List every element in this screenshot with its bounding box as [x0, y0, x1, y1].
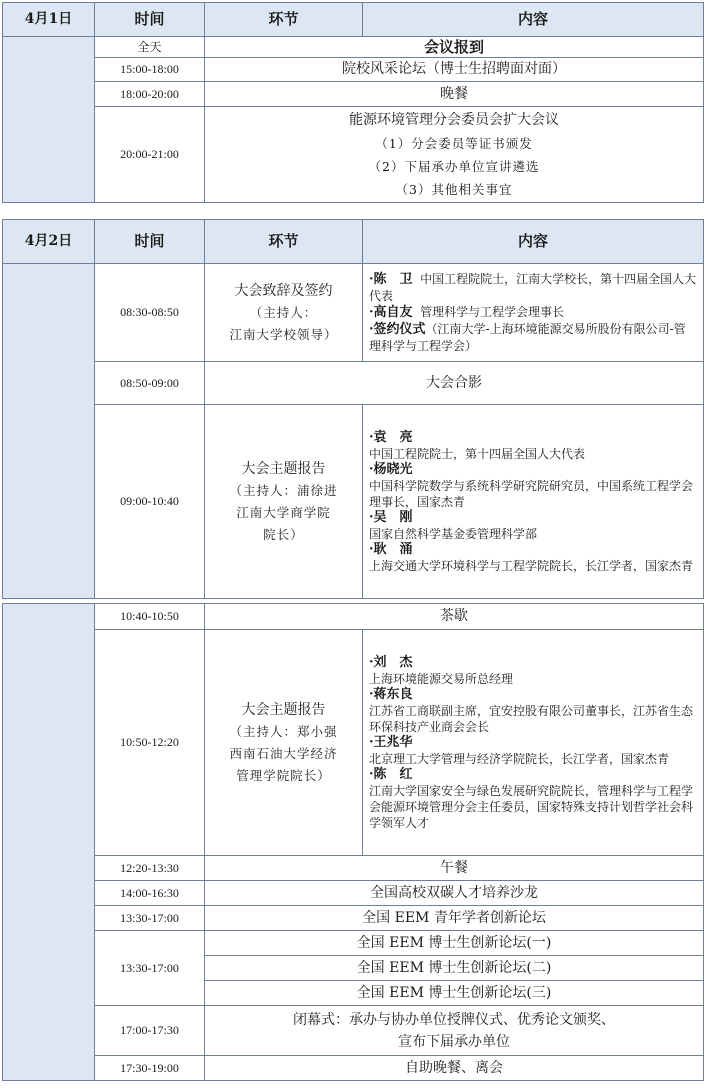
date-column — [3, 264, 95, 599]
session-host: 江南大学校领导） — [229, 326, 338, 342]
table-row — [3, 881, 704, 906]
sub-forum: 全国 EEM 博士生创新论坛(一) — [205, 931, 703, 956]
speaker-desc: 上海环境能源交易所总经理 — [369, 671, 514, 686]
row-content — [205, 1006, 704, 1056]
row-time: 15:00-18:00 — [95, 58, 205, 82]
header-date: 4月2日 — [3, 220, 95, 264]
session-host: 江南大学商学院 — [236, 504, 331, 520]
table-row — [3, 1006, 704, 1056]
speaker-name: ·杨晓光 — [369, 461, 413, 477]
table-row — [3, 604, 704, 630]
row-time: 08:30-08:50 — [95, 264, 205, 362]
speaker-name: ·陈 卫 — [369, 272, 413, 287]
row-time: 20:00-21:00 — [95, 107, 205, 203]
speaker-desc: 中国科学院数学与系统科学研究院研究员，中国系统工程学会理事长，国家杰青 — [369, 478, 694, 509]
row-content: 大会合影 — [205, 362, 704, 405]
header-time: 时间 — [95, 220, 205, 264]
row-session — [205, 630, 363, 856]
date-column — [3, 604, 95, 1081]
row-time: 17:00-17:30 — [95, 1006, 205, 1056]
date-column — [3, 37, 95, 203]
row-time: 全天 — [95, 37, 205, 58]
row-content: 会议报到 — [205, 37, 704, 58]
speaker-item — [369, 321, 697, 354]
row-session — [205, 405, 363, 599]
table-row — [3, 931, 704, 1006]
speaker-desc: 江南大学国家安全与绿色发展研究院院长，管理科学与工程学会能源环境管理分会主任委员，国家特殊支持计划哲学社会科学领军人才 — [369, 783, 694, 830]
table-row — [3, 82, 704, 107]
session-title: 大会主题报告 — [241, 460, 326, 477]
header-time: 时间 — [95, 3, 205, 37]
header-session: 环节 — [205, 220, 363, 264]
row-content — [363, 405, 704, 599]
meeting-title: 能源环境管理分会委员会扩大会议 — [349, 111, 559, 128]
speaker-name: ·高自友 — [369, 305, 413, 320]
row-content: 院校风采论坛（博士生招聘面对面） — [205, 58, 704, 82]
table-row — [3, 362, 704, 405]
speaker-desc: 中国工程院院士，江南大学校长，第十四届全国人大代表 — [369, 272, 697, 303]
row-session — [205, 264, 363, 362]
row-content — [363, 630, 704, 856]
table-row — [3, 1056, 704, 1081]
table-row — [3, 630, 704, 856]
row-time: 12:20-13:30 — [95, 856, 205, 881]
table-row — [3, 58, 704, 82]
speaker-name: ·刘 杰 — [369, 654, 413, 670]
session-host: （主持人：浦徐进 — [229, 482, 338, 498]
header-content: 内容 — [363, 3, 704, 37]
row-time: 10:40-10:50 — [95, 604, 205, 630]
speaker-name: ·吴 刚 — [369, 509, 413, 525]
session-host: 院长） — [263, 526, 304, 542]
speaker-item — [369, 304, 697, 321]
sub-forum: 全国 EEM 博士生创新论坛(二) — [205, 956, 703, 981]
table-row — [3, 264, 704, 362]
row-time: 13:30-17:00 — [95, 906, 205, 931]
speaker-name: ·王兆华 — [369, 734, 413, 750]
row-time: 09:00-10:40 — [95, 405, 205, 599]
speaker-name: ·蒋东良 — [369, 686, 413, 702]
session-host: 管理学院院长） — [236, 767, 331, 783]
schedule-table-day2 — [2, 219, 704, 599]
speaker-desc: 上海交通大学环境科学与工程学院院长，长江学者，国家杰青 — [369, 558, 694, 573]
row-content — [363, 264, 704, 362]
table-row — [3, 405, 704, 599]
speaker-desc: （江南大学-上海环境能源交易所股份有限公司-管理科学与工程学会） — [369, 322, 686, 353]
row-time: 13:30-17:00 — [95, 931, 205, 1006]
meeting-item: （2）下届承办单位宣讲遴选 — [368, 158, 540, 174]
table-header — [3, 220, 704, 264]
row-time: 08:50-09:00 — [95, 362, 205, 405]
row-time: 18:00-20:00 — [95, 82, 205, 107]
session-host: （主持人： — [249, 304, 318, 320]
speaker-item — [369, 271, 697, 304]
row-content: 全国 EEM 青年学者创新论坛 — [205, 906, 704, 931]
speaker-name: ·签约仪式 — [369, 322, 426, 337]
session-title: 大会主题报告 — [241, 701, 326, 718]
schedule-table-day1 — [2, 2, 704, 203]
table-row — [3, 856, 704, 881]
row-content: 午餐 — [205, 856, 704, 881]
speaker-desc: 管理科学与工程学会理事长 — [420, 305, 565, 319]
schedule-table-day2-afternoon — [2, 603, 704, 1081]
row-content: 自助晚餐、离会 — [205, 1056, 704, 1081]
row-content: 全国高校双碳人才培养沙龙 — [205, 881, 704, 906]
table-row — [3, 107, 704, 203]
table-header — [3, 3, 704, 37]
row-content — [205, 107, 704, 203]
speaker-desc: 国家自然科学基金委管理科学部 — [369, 526, 538, 541]
header-date: 4月1日 — [3, 3, 95, 37]
session-host: 西南石油大学经济 — [229, 745, 338, 761]
session-host: （主持人：郑小强 — [229, 723, 338, 739]
meeting-item: （3）其他相关事宜 — [395, 181, 513, 197]
closing-line: 宣布下届承办单位 — [398, 1033, 510, 1050]
speaker-desc: 中国工程院院士，第十四届全国人大代表 — [369, 446, 586, 461]
header-content: 内容 — [363, 220, 704, 264]
row-time: 17:30-19:00 — [95, 1056, 205, 1081]
speaker-desc: 江苏省工商联副主席，宜安控股有限公司董事长，江苏省生态环保科技产业商会会长 — [369, 703, 694, 734]
sub-forum: 全国 EEM 博士生创新论坛(三) — [356, 985, 552, 1001]
speaker-desc: 北京理工大学管理与经济学院院长，长江学者，国家杰青 — [369, 751, 670, 766]
row-time: 10:50-12:20 — [95, 630, 205, 856]
row-content: 茶歇 — [205, 604, 704, 630]
row-time: 14:00-16:30 — [95, 881, 205, 906]
speaker-name: ·陈 红 — [369, 766, 413, 782]
closing-line: 闭幕式：承办与协办单位授牌仪式、优秀论文颁奖、 — [293, 1011, 615, 1028]
speaker-name: ·耿 涌 — [369, 541, 413, 557]
speaker-name: ·袁 亮 — [369, 429, 413, 445]
row-content — [205, 931, 704, 1006]
meeting-item: （1）分会委员等证书颁发 — [375, 135, 533, 151]
header-session: 环节 — [205, 3, 363, 37]
session-title: 大会致辞及签约 — [234, 282, 333, 299]
table-row — [3, 37, 704, 58]
row-content: 晚餐 — [205, 82, 704, 107]
table-row — [3, 906, 704, 931]
